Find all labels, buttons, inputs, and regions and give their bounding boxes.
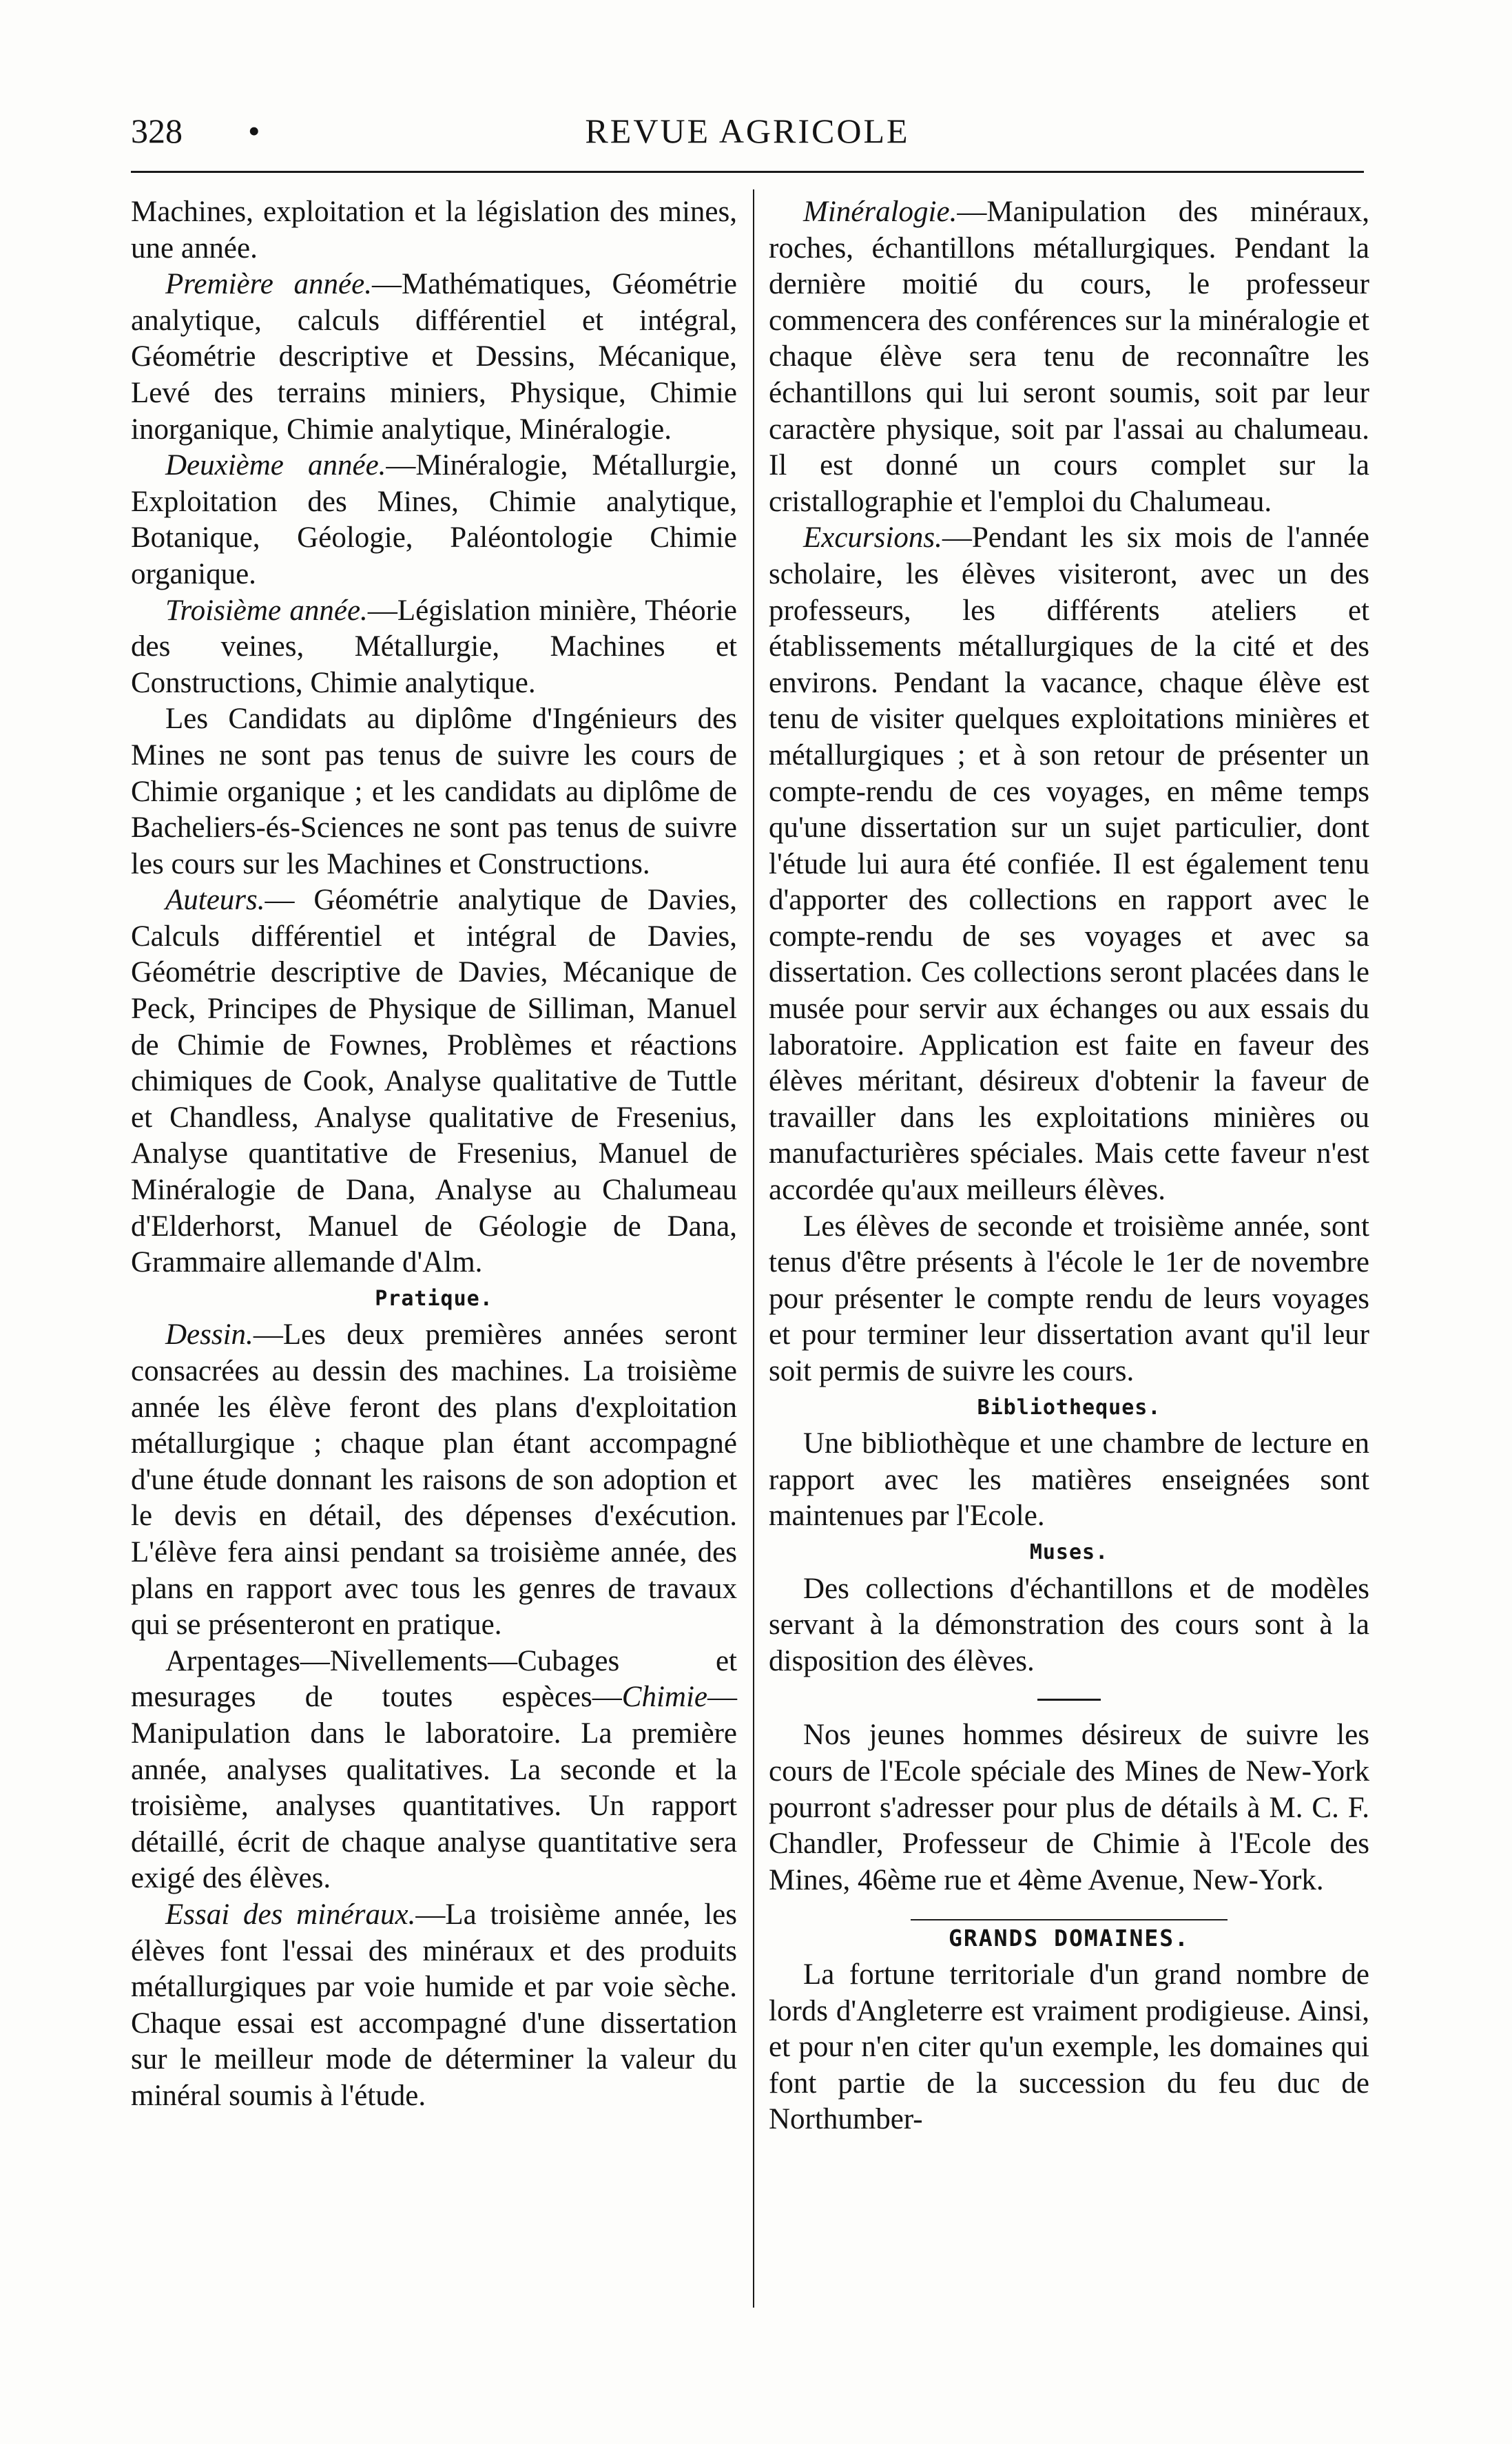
paragraph-mineralogy xyxy=(769,194,1369,520)
excursions-label: Excursions. xyxy=(803,521,942,555)
paragraph-excursions xyxy=(769,520,1369,1208)
paragraph-text: La fortune territoriale d'un grand nombre de lords d'Angleterre est vraiment prodigieuse. Ainsi, et pour n'en citer qu'un exemple, les domaines qui font partie de la succession du feu duc de Northumber- xyxy=(769,1958,1369,2136)
chemistry-label: Chimie xyxy=(621,1681,707,1714)
paragraph-text: —Les deux premières années seront consacrées au dessin des machines. La troisième année les élève feront des plans d'exploitation métallurgique ; chaque plan étant accompagné d'une étude donnant les raisons de son adoption et le devis en détail, des dépenses d'exécution. L'élève fera ainsi pendant sa troisième année, des plans en rapport avec tous les genres de travaux qui se présenteront en pratique. xyxy=(131,1318,737,1642)
running-title: REVUE AGRICOLE xyxy=(585,112,910,150)
paragraph-drawing xyxy=(131,1317,737,1643)
subheading-bibliotheques: Bibliotheques. xyxy=(977,1395,1161,1420)
paragraph-text: —Mathématiques, Géométrie analytique, calculs différentiel et intégral, Géométrie descriptive et Dessins, Mécanique, Levé des terrains miniers, Physique, Chimie inorganique, Chimie analytique, Minéralogie. xyxy=(131,268,737,446)
paragraph-attendance xyxy=(769,1209,1369,1390)
paragraph-text: Les Candidats au diplôme d'Ingénieurs des Mines ne sont pas tenus de suivre les cours de Chimie organique ; et les candidats au diplôme de Bacheliers-és-Sciences ne sont pas tenus de suivre les cours sur les Machines et Constructions. xyxy=(131,703,737,880)
mineralogy-label: Minéralogie. xyxy=(803,196,957,228)
paragraph-text: —Manipulation des minéraux, roches, échantillons métallurgiques. Pendant la dernière moitié du cours, le professeur commencera des conférences sur la minéralogie et chaque élève sera tenu de reconnaître les échantillons qui lui seront soumis, soit par leur caractère physique, soit par l'assai au chalumeau. Il est donné un cours complet sur la cristallographie et l'emploi du Chalumeau. xyxy=(769,196,1369,518)
paragraph-authors xyxy=(131,882,737,1281)
first-year-label: Première année. xyxy=(165,268,372,301)
mineral-assay-label: Essai des minéraux. xyxy=(165,1898,416,1931)
paragraph-great-estates xyxy=(769,1957,1369,2138)
paragraph-mineral-assay xyxy=(131,1897,737,2115)
header-rule xyxy=(131,171,1364,173)
paragraph-text: Arpentages—Nivellements—Cubages et mesurages de toutes espèces— xyxy=(131,1644,737,1714)
drawing-label: Dessin. xyxy=(165,1318,253,1352)
third-year-label: Troisième année. xyxy=(165,594,368,627)
paragraph-text: Une bibliothèque et une chambre de lecture en rapport avec les matières enseignées sont maintenues par l'Ecole. xyxy=(769,1427,1369,1533)
subheading-pratique: Pratique. xyxy=(375,1286,493,1311)
paragraph-programme-intro xyxy=(131,194,737,267)
paragraph-text: —La troisième année, les élèves font l'essai des minéraux et des produits métallurgiques par voie humide et par voie sèche. Chaque essai est accompagné d'une dissertation sur le meilleur mode de déterminer la valeur du minéral soumis à l'étude. xyxy=(131,1898,738,2112)
page-header xyxy=(131,100,1364,162)
paragraph-library xyxy=(769,1426,1369,1535)
paragraph-text: —Minéralogie, Métallurgie, Exploitation des Mines, Chimie analytique, Botanique, Géologie, Paléontologie Chimie organique. xyxy=(131,449,737,590)
paragraph-text: — Géométrie analytique de Davies, Calculs différentiel et intégral de Davies, Géométrie descriptive de Davies, Mécanique de Peck, Principes de Physique de Silliman, Manuel de Chimie de Fownes, Problèmes et réactions chimiques de Cook, Analyse qualitative de Tuttle et Chandless, Analyse qualitative de Fresenius, Analyse quantitative de Fresenius, Manuel de Minéralogie de Dana, Analyse au Chalumeau d'Elderhorst, Manuel de Géologie de Dana, Grammaire allemande d'Alm. xyxy=(131,884,737,1279)
paragraph-contact xyxy=(769,1717,1369,1898)
second-year-label: Deuxième année. xyxy=(165,449,386,482)
paragraph-text: Nos jeunes hommes désireux de suivre les cours de l'Ecole spéciale des Mines de New-York pourront s'adresser pour plus de détails à M. C. F. Chandler, Professeur de Chimie à l'Ecole des Mines, 46ème rue et 4ème Avenue, New-York. xyxy=(769,1719,1369,1896)
subheading-muses: Muses. xyxy=(1029,1540,1109,1564)
paragraph-text: —Législation minière, Théorie des veines, Métallurgie, Machines et Constructions, Chimie analytique. xyxy=(131,594,737,699)
column-divider xyxy=(753,189,754,2308)
page-number: 328 xyxy=(131,112,183,150)
paragraph-third-year xyxy=(131,593,737,702)
section-title: GRANDS DOMAINES. xyxy=(949,1925,1190,1952)
paragraph-text: Les élèves de seconde et troisième année, sont tenus d'être présents à l'école le 1er de novembre pour présenter le compte rendu de leurs voyages et pour terminer leur dissertation avant qu'il leur soit permis de suivre les cours. xyxy=(769,1210,1369,1387)
paragraph-surveying-chemistry xyxy=(131,1644,737,1897)
paragraph-text: —Pendant les six mois de l'année scholaire, les élèves visiteront, avec un des professeurs, les différents ateliers et établissements métallurgiques de la cité et des environs. Pendant la vacance, chaque élève est tenu de visiter quelques exploitations minières et métallurgiques ; et à son retour de présenter un compte-rendu de ces voyages, en même temps qu'une dissertation sur un sujet particulier, dont l'étude lui aura été confiée. Il est également tenu d'apporter des collections en rapport avec le compte-rendu de ses voyages et avec sa dissertation. Ces collections seront placées dans le musée pour servir aux échanges ou aux essais du laboratoire. Application est faite en faveur des élèves méritant, désireux d'obtenir la faveur de travailler dans les exploitations minières ou manufacturières spéciales. Mais cette faveur n'est accordée qu'aux meilleurs élèves. xyxy=(769,521,1369,1207)
paragraph-text: Des collections d'échantillons et de modèles servant à la démonstration des cours sont à la disposition des élèves. xyxy=(769,1572,1369,1677)
header-separator: • xyxy=(248,112,260,150)
paragraph-first-year xyxy=(131,267,737,448)
paragraph-collections xyxy=(769,1571,1369,1680)
paragraph-second-year xyxy=(131,448,737,592)
authors-label: Auteurs. xyxy=(165,884,265,917)
separator-rule xyxy=(1037,1699,1101,1701)
left-column xyxy=(131,194,737,2114)
paragraph-text: —Manipulation dans le laboratoire. La première année, analyses qualitatives. La seconde et la troisième, analyses quantitatives. Un rapport détaillé, écrit de chaque analyse quantitative sera exigé des élèves. xyxy=(131,1681,737,1895)
paragraph-text: Machines, exploitation et la législation des mines, une année. xyxy=(131,196,737,265)
paragraph-candidates xyxy=(131,701,737,882)
right-column xyxy=(769,194,1369,2138)
